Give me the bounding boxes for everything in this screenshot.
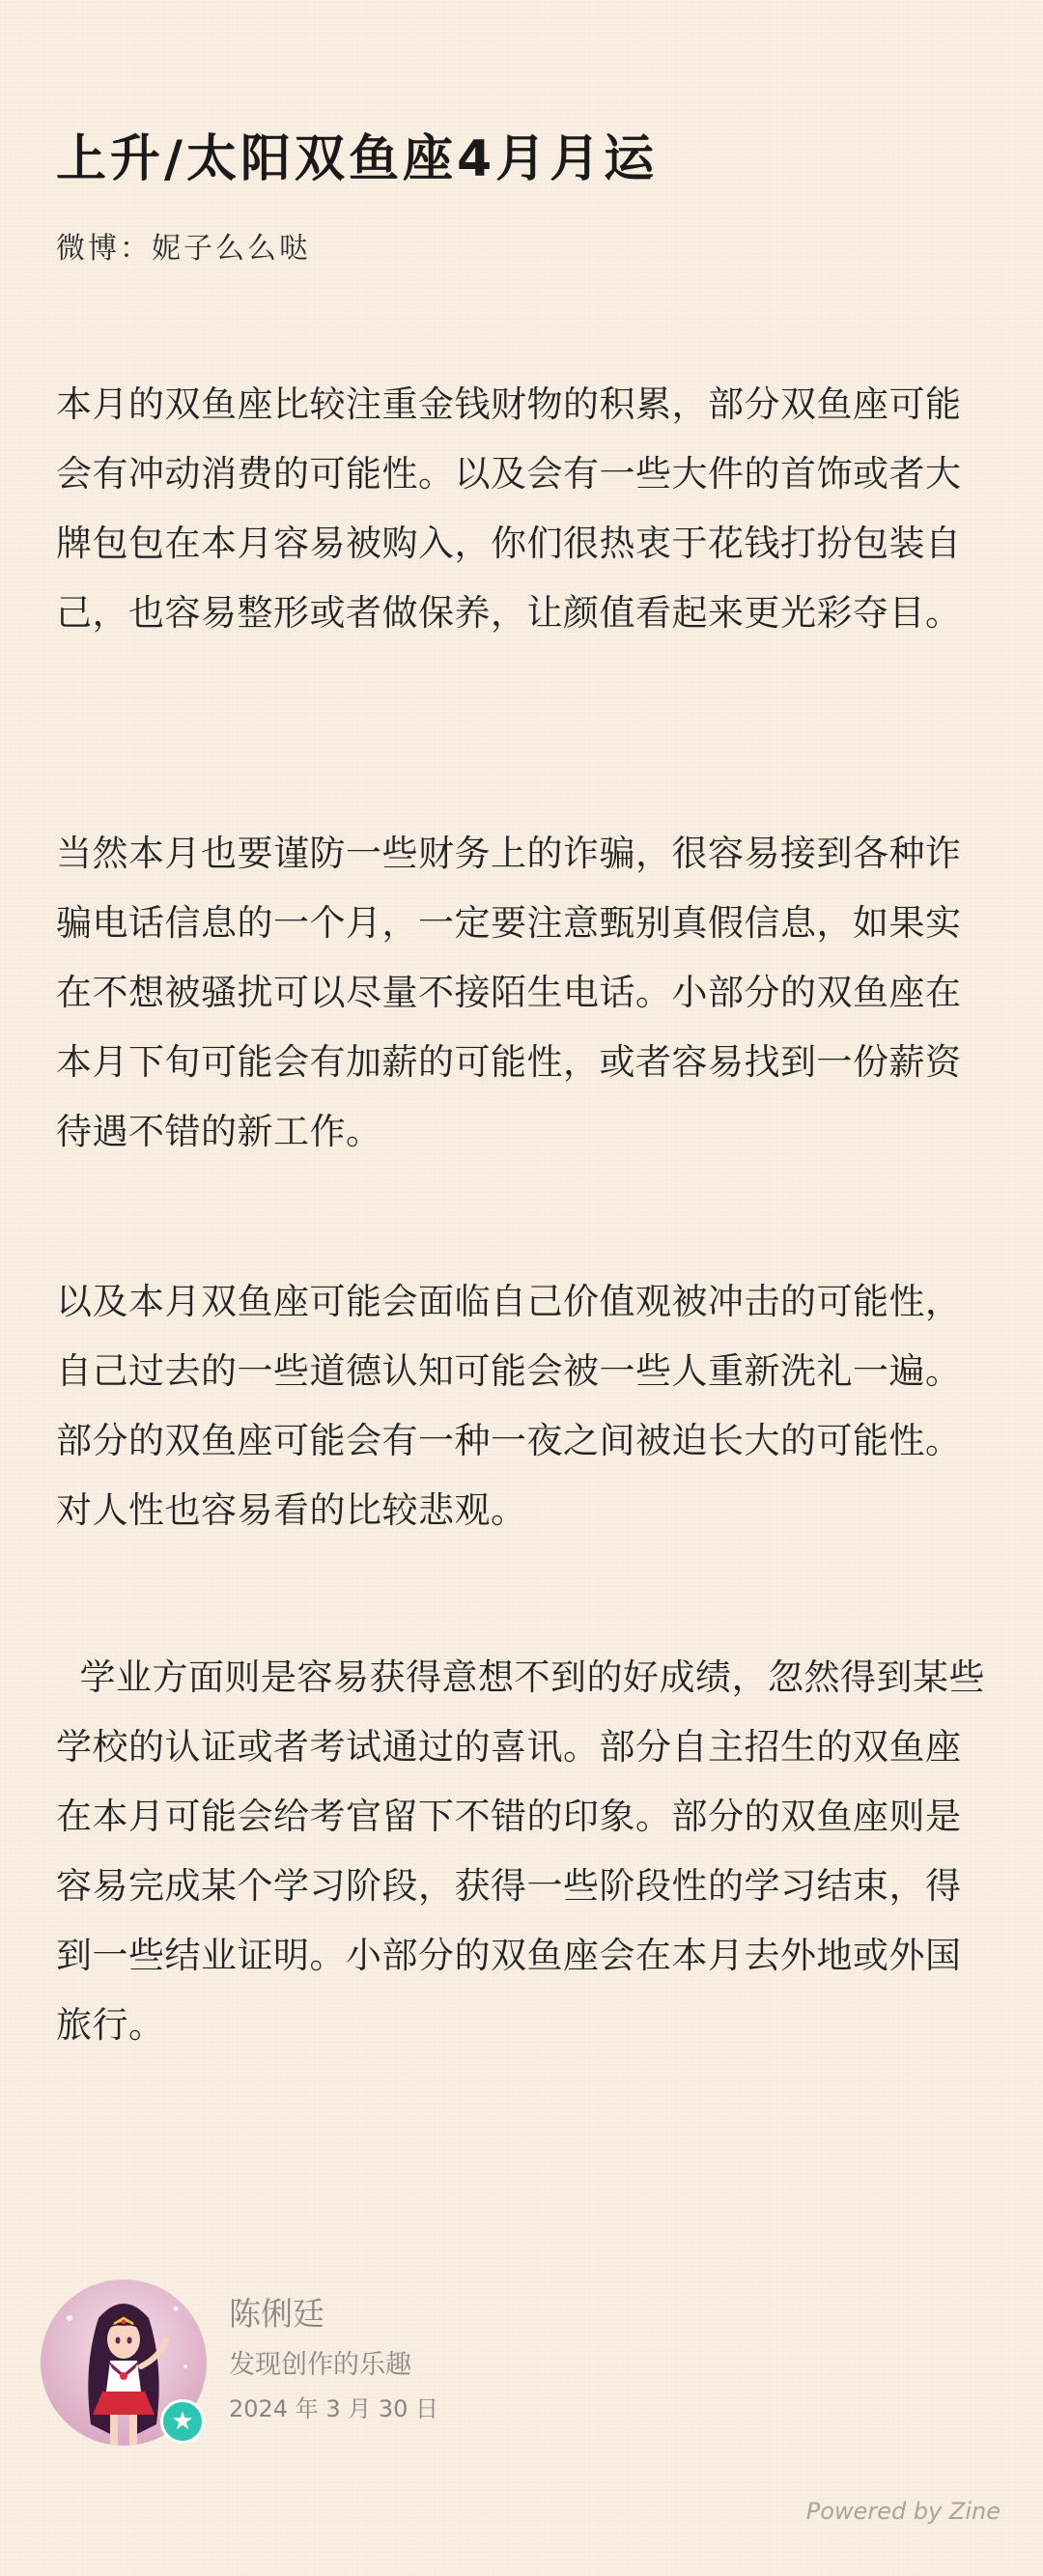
author-card[interactable]	[41, 2279, 620, 2453]
powered-by-label: Powered by Zine	[805, 2498, 1001, 2525]
article-title: 上升/太阳双鱼座4月月运	[56, 130, 659, 188]
article-paragraph-2: 当然本月也要谨防一些财务上的诈骗，很容易接到各种诈骗电话信息的一个月，一定要注意甄别真假信息，如果实在不想被骚扰可以尽量不接陌生电话。小部分的双鱼座在本月下旬可能会有加薪的可能性，或者容易找到一份薪资待遇不错的新工作。	[56, 833, 962, 1152]
article-source: 微博：妮子么么哒	[56, 232, 311, 266]
star-icon: ★	[160, 2399, 205, 2444]
article-paragraph-1: 本月的双鱼座比较注重金钱财物的积累，部分双鱼座可能会有冲动消费的可能性。以及会有一些大件的首饰或者大牌包包在本月容易被购入，你们很热衷于花钱打扮包装自己，也容易整形或者做保养，让颜值看起来更光彩夺目。	[56, 383, 962, 634]
publish-date: 2024 年 3 月 30 日	[229, 2395, 439, 2422]
author-name[interactable]: 陈俐廷	[229, 2295, 324, 2333]
author-tagline: 发现创作的乐趣	[229, 2350, 411, 2380]
article-paragraph-4: 学业方面则是容易获得意想不到的好成绩，忽然得到某些学校的认证或者考试通过的喜讯。部分自主招生的双鱼座在本月可能会给考官留下不错的印象。部分的双鱼座则是容易完成某个学习阶段，获得一些阶段性的学习结束，得到一些结业证明。小部分的双鱼座会在本月去外地或外国旅行。	[56, 1656, 986, 2046]
article-paragraph-3: 以及本月双鱼座可能会面临自己价值观被冲击的可能性，自己过去的一些道德认知可能会被一些人重新洗礼一遍。部分的双鱼座可能会有一种一夜之间被迫长大的可能性。对人性也容易看的比较悲观。	[56, 1281, 962, 1531]
